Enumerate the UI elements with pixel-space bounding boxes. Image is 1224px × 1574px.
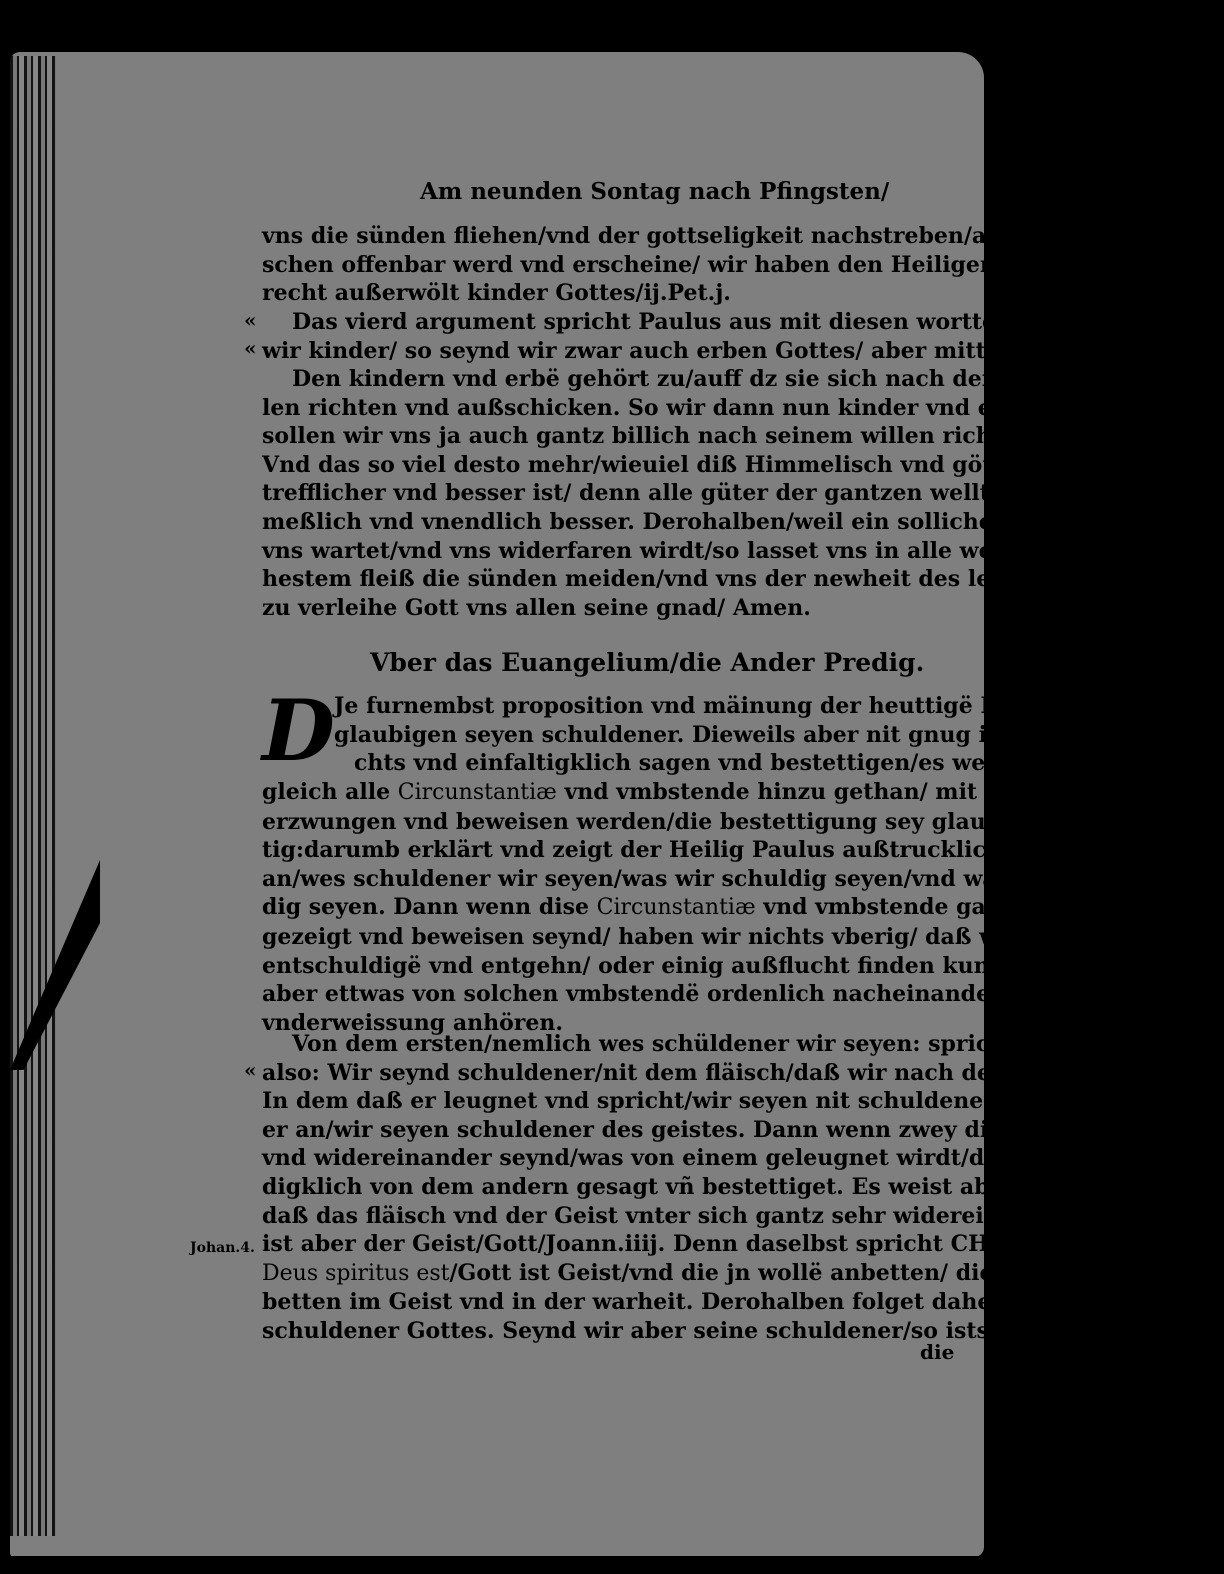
- text-line: sollen wir vns ja auch gantz billich nach seinem willen richten vnd anschickë.: [262, 423, 1223, 450]
- latin-term: Circunstantiæ: [397, 780, 557, 805]
- text-line: vnderweissung anhören.: [262, 1009, 564, 1036]
- paragraph-2: [262, 308, 1157, 365]
- text-line: [262, 1259, 1175, 1289]
- running-head: Am neunden Sontag nach Pfingsten/: [420, 178, 890, 205]
- text-fragment: gleich alle: [262, 779, 398, 805]
- page-binding-edge: [10, 56, 56, 1536]
- text-line: erzwungen vnd beweisen werden/die bestettigung sey glaublich vñ warhaff-: [262, 808, 1194, 835]
- text-line: Den kindern vnd erbë gehört zu/auff dz sie sich nach dem Vatterlichë wil-: [292, 366, 1201, 392]
- text-line: Von dem ersten/nemlich wes schüldener wir seyen: spricht der Apostel: [292, 1031, 1164, 1057]
- text-line: digklich von dem andern gesagt vñ bestettiget. Es weist aber menigklich wol/: [262, 1173, 1219, 1200]
- latin-term: Circunstantiæ: [596, 895, 756, 921]
- paragraph-4: [262, 778, 1223, 1037]
- text-fragment: /Gott ist Geist/vnd die jn wollë anbetten/ die müssen in an-: [449, 1259, 1175, 1286]
- text-line: schuldener Gottes. Seynd wir aber seine schuldener/so ists ja billich daß wir: [262, 1317, 1206, 1344]
- drop-capital: D: [262, 681, 335, 780]
- text-line: [262, 893, 1153, 923]
- text-line: recht außerwölt kinder Gottes/ij.Pet.j.: [262, 280, 731, 307]
- paragraph-5: [262, 1030, 1224, 1346]
- text-line: Das vierd argument spricht Paulus aus mit diesen wortten: Seynd: [292, 309, 1102, 335]
- scan-bottom-border: [0, 1556, 1000, 1574]
- text-line: vns wartet/vnd vns widerfaren wirdt/so lasset vns in alle weg vnd mit ho-: [262, 537, 1157, 564]
- text-line: betten im Geist vnd in der warheit. Derohalben folget daher/ wir seyen: [262, 1289, 1135, 1316]
- text-line: gezeigt vnd beweisen seynd/ haben wir nichts vberig/ daß wir vns weigern/: [262, 923, 1181, 950]
- paragraph-4-lead: [334, 692, 1224, 778]
- paragraph-3: [262, 365, 1223, 622]
- catchword: die: [920, 1340, 955, 1364]
- text-line: Je furnembst proposition vnd mäinung der heuttigë Lection ist/Wir: [334, 693, 1164, 719]
- text-line: glaubigen seyen schuldener. Dieweils aber nit gnug ist/ ein ding schle-: [334, 721, 1208, 748]
- text-line: schen offenbar werd vnd erscheine/ wir haben den Heiligen Geist/ vnd seyen: [262, 251, 1204, 278]
- quote-marker: «: [244, 336, 257, 360]
- paragraph-1: [262, 222, 1213, 308]
- text-line: chts vnd einfaltigklich sagen vnd bestettigen/es werden dann auch zu-: [354, 750, 1224, 777]
- text-line: vns die sünden fliehen/vnd der gottseligkeit nachstreben/auff daß allen mën-: [262, 223, 1213, 249]
- text-line: len richten vnd außschicken. So wir dann nun kinder vnd erbë Gottes seynd/: [262, 394, 1207, 421]
- text-fragment: vnd vmbstende hinzu gethan/ mit welchen kunne: [556, 779, 1171, 805]
- text-line: wir kinder/ so seynd wir zwar auch erben Gottes/ aber mitterben Christi.: [262, 337, 1157, 364]
- text-line: trefflicher vnd besser ist/ denn alle güter der gantzen wellt: Es ist aber vner-: [262, 480, 1208, 507]
- latin-term: Deus spiritus est: [262, 1260, 450, 1286]
- text-line: Vnd das so viel desto mehr/wieuiel diß Himmelisch vnd göttlich erbtheil für-: [262, 451, 1209, 478]
- text-line: hestem fleiß die sünden meiden/vnd vns der newheit des lebens ergebë. Dar-: [262, 566, 1210, 593]
- text-line: zu verleihe Gott vns allen seine gnad/ Amen.: [262, 594, 811, 621]
- text-line: entschuldigë vnd entgehn/ oder einig außflucht finden kunnen. Lasset vns: [262, 952, 1179, 979]
- text-line: also: Wir seynd schuldener/nit dem fläisch/daß wir nach dem fläisch leben.: [262, 1059, 1186, 1086]
- text-line: er an/wir seyen schuldener des geistes. Dann wenn zwey ding gentzlich gegen: [262, 1116, 1224, 1143]
- text-line: [262, 778, 1171, 808]
- quote-marker: «: [244, 1058, 257, 1082]
- text-line: vnd widereinander seynd/was von einem geleugnet wirdt/das wirdt notwë-: [262, 1145, 1174, 1172]
- text-line: daß das fläisch vnd der Geist vnter sich gantz sehr widereinander seynd. Nun: [262, 1202, 1217, 1229]
- section-heading: Vber das Euangelium/die Ander Predig.: [370, 648, 925, 677]
- text-fragment: dig seyen. Dann wenn dise: [262, 894, 597, 921]
- scan-top-right-border: [880, 0, 1000, 48]
- quote-marker: «: [244, 308, 257, 332]
- text-line: tig:darumb erklärt vnd zeigt der Heilig Paulus außtrucklich vnd deutlich: [262, 837, 1164, 864]
- text-line: aber ettwas von solchen vmbstendë ordenlich nacheinander/zu vnser lehr vnd: [262, 981, 1223, 1008]
- text-line: an/wes schuldener wir seyen/was wir schuldig seyen/vnd warumb wir schul-: [262, 865, 1193, 892]
- text-fragment: vnd vmbstende gantz gewiß an-: [755, 894, 1153, 921]
- text-line: In dem daß er leugnet vnd spricht/wir seyen nit schuldener des fläischs/ zeigt: [262, 1088, 1221, 1115]
- marginal-reference: Johan.4.: [190, 1240, 255, 1256]
- text-line: ist aber der Geist/Gott/Joann.iiij. Denn daselbst spricht CHRISTVS:: [262, 1231, 1091, 1258]
- text-line: meßlich vnd vnendlich besser. Derohalben/weil ein solliche groß erbtheil auff: [262, 508, 1221, 535]
- scan-top-border: [0, 0, 1000, 56]
